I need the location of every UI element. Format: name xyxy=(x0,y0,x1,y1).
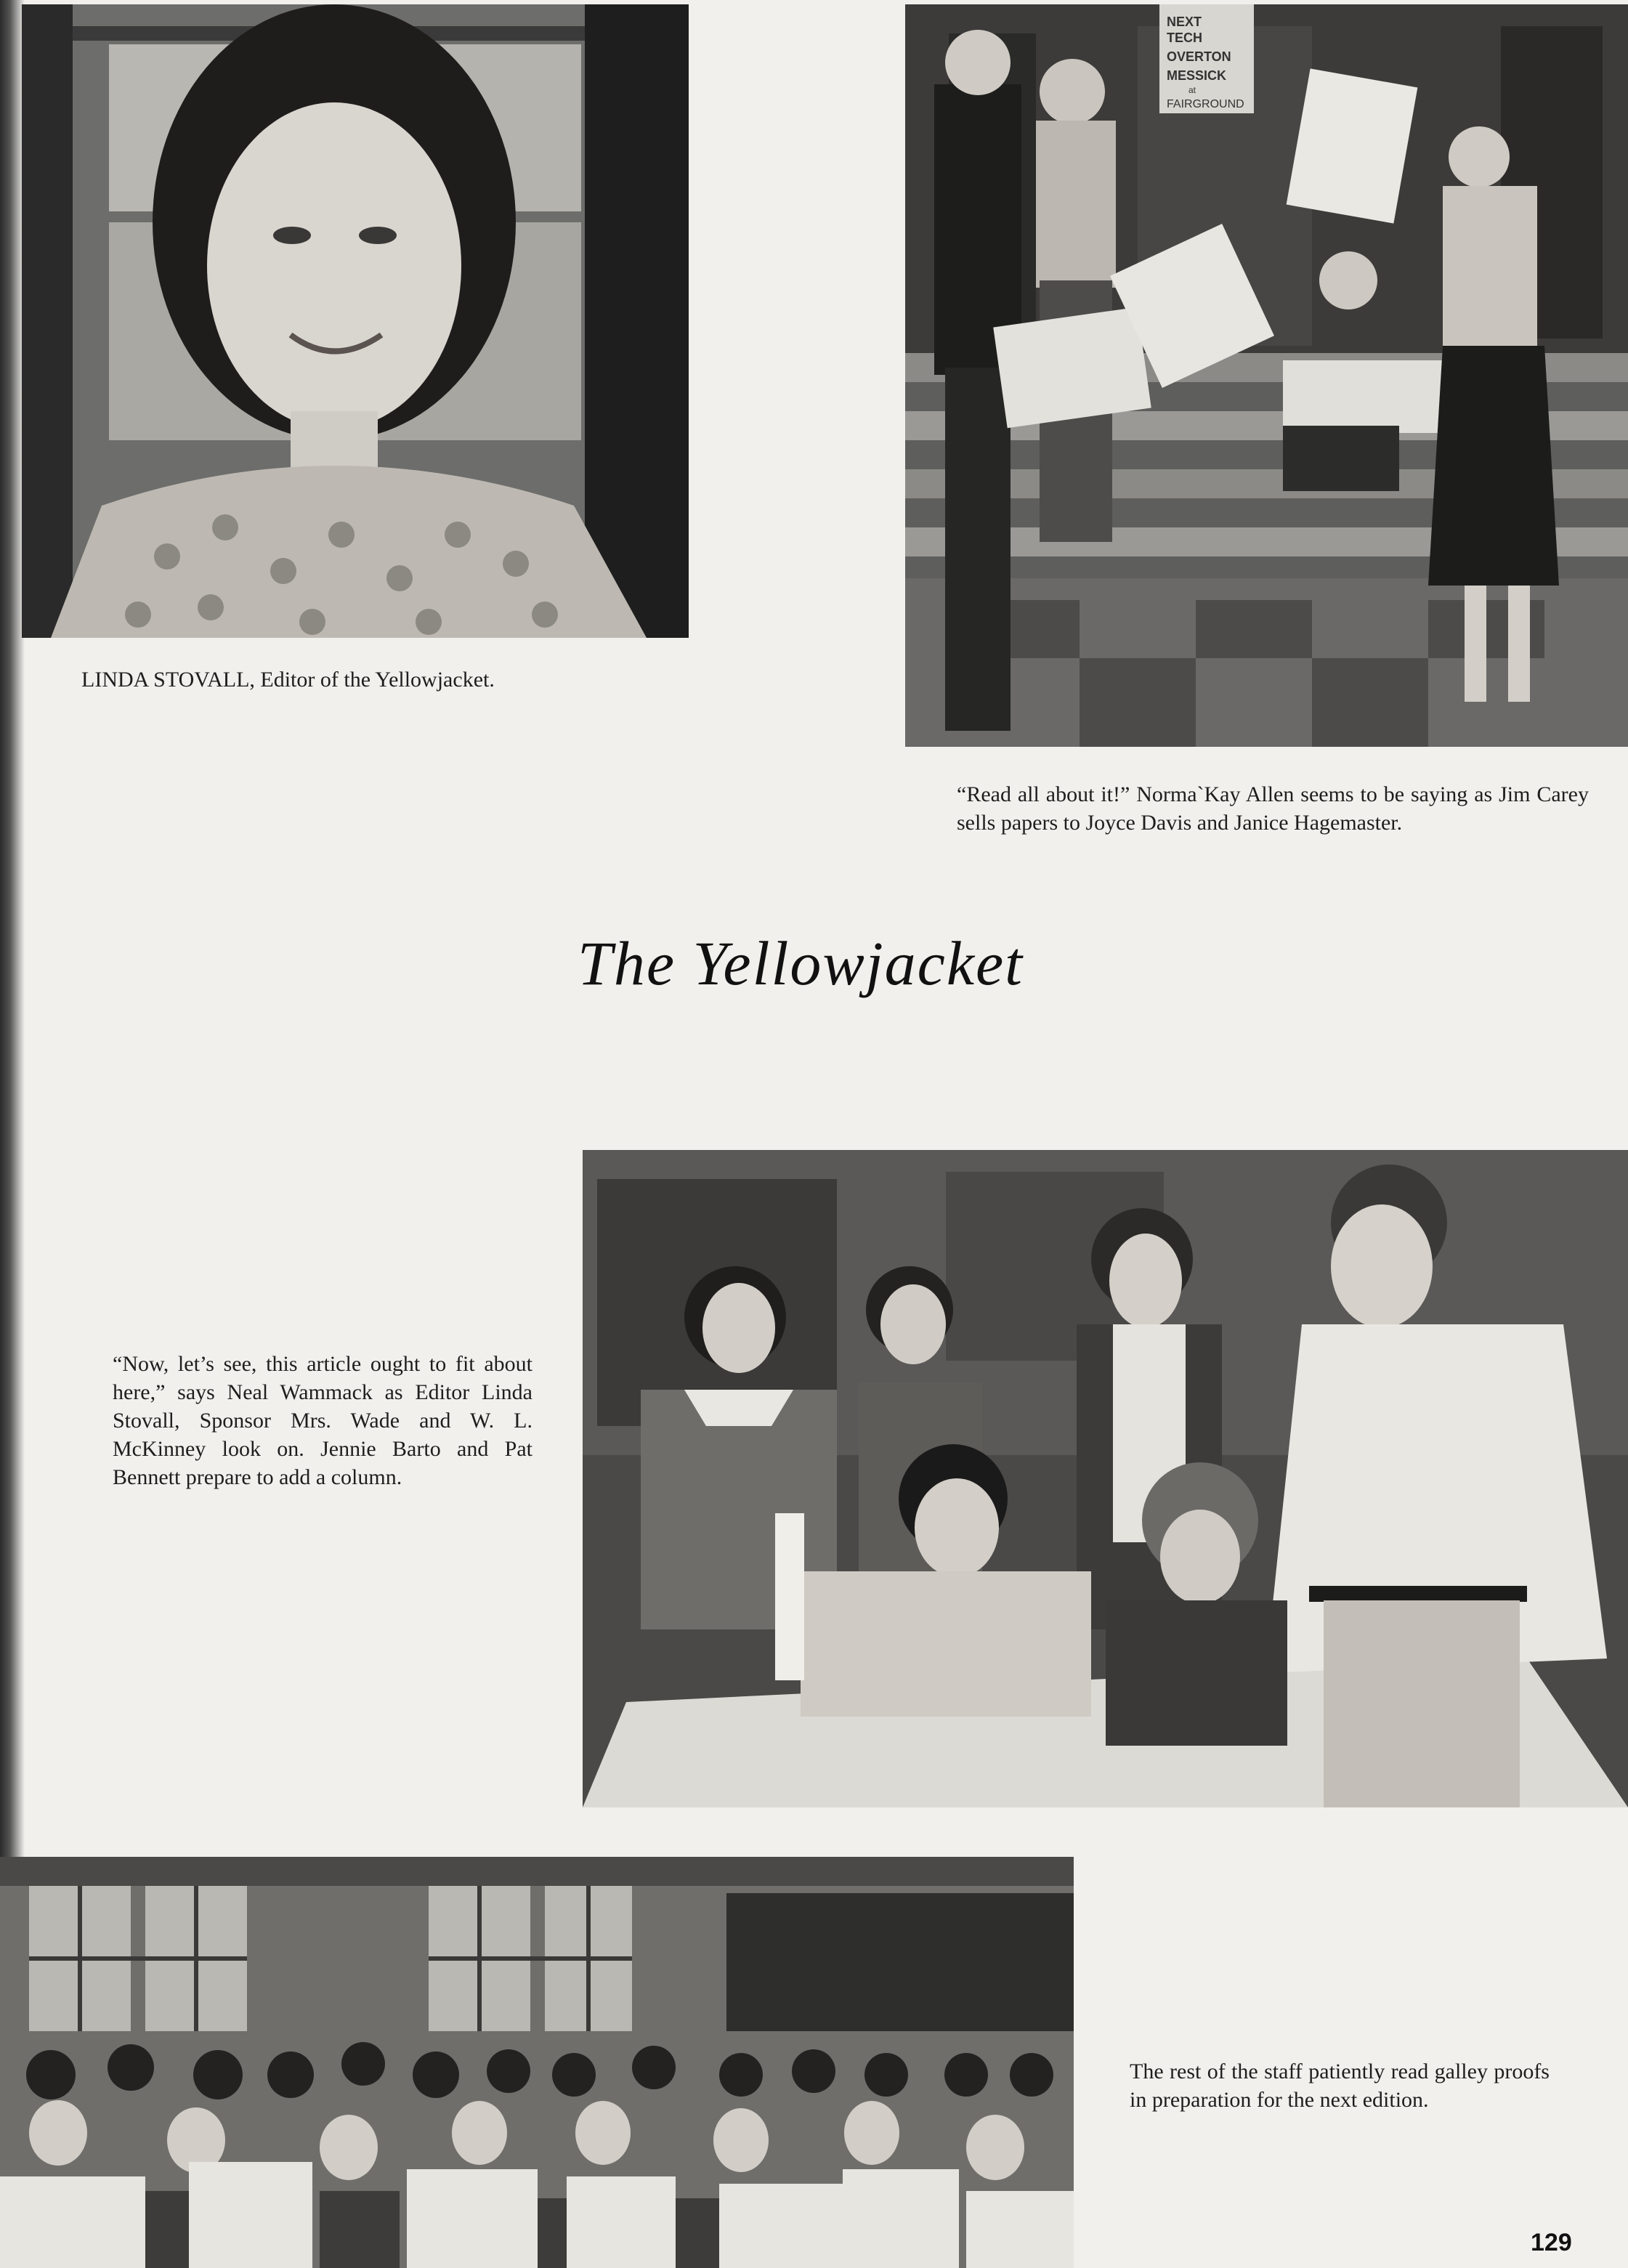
portrait-photo-linda-stovall xyxy=(22,4,689,638)
classroom-caption: The rest of the staff patiently read galley proofs in preparation for the next edition. xyxy=(1130,2060,1550,2112)
sign-line-2: TECH xyxy=(1167,31,1202,45)
classroom-staff-photo xyxy=(0,1857,1074,2268)
layout-group-photo xyxy=(583,1150,1628,1807)
sign-line-6: FAIRGROUND xyxy=(1167,98,1244,110)
sign-line-3: OVERTON xyxy=(1167,49,1231,64)
portrait-caption: LINDA STOVALL, Editor of the Yellowjacket. xyxy=(81,668,495,692)
sign-line-4: MESSICK xyxy=(1167,68,1227,83)
page-number: 129 xyxy=(1531,2229,1572,2256)
sign-line-5: at xyxy=(1188,85,1196,95)
page-title: The Yellowjacket xyxy=(578,928,1024,998)
layout-group-caption: “Now, let’s see, this article ought to fit about here,” says Neal Wammack as Editor Linda Stovall, Sponsor Mrs. Wade and W. L. McKinney look on. Jennie Barto and Pat Bennett prepare to add a column. xyxy=(113,1352,532,1489)
newspaper-sale-caption: “Read all about it!” Norma`Kay Allen seems to be saying as Jim Carey sells papers to Joyce Davis and Janice Hagemaster. xyxy=(957,782,1589,835)
newspaper-sale-photo xyxy=(905,4,1628,747)
sign-line-1: NEXT xyxy=(1167,15,1202,29)
